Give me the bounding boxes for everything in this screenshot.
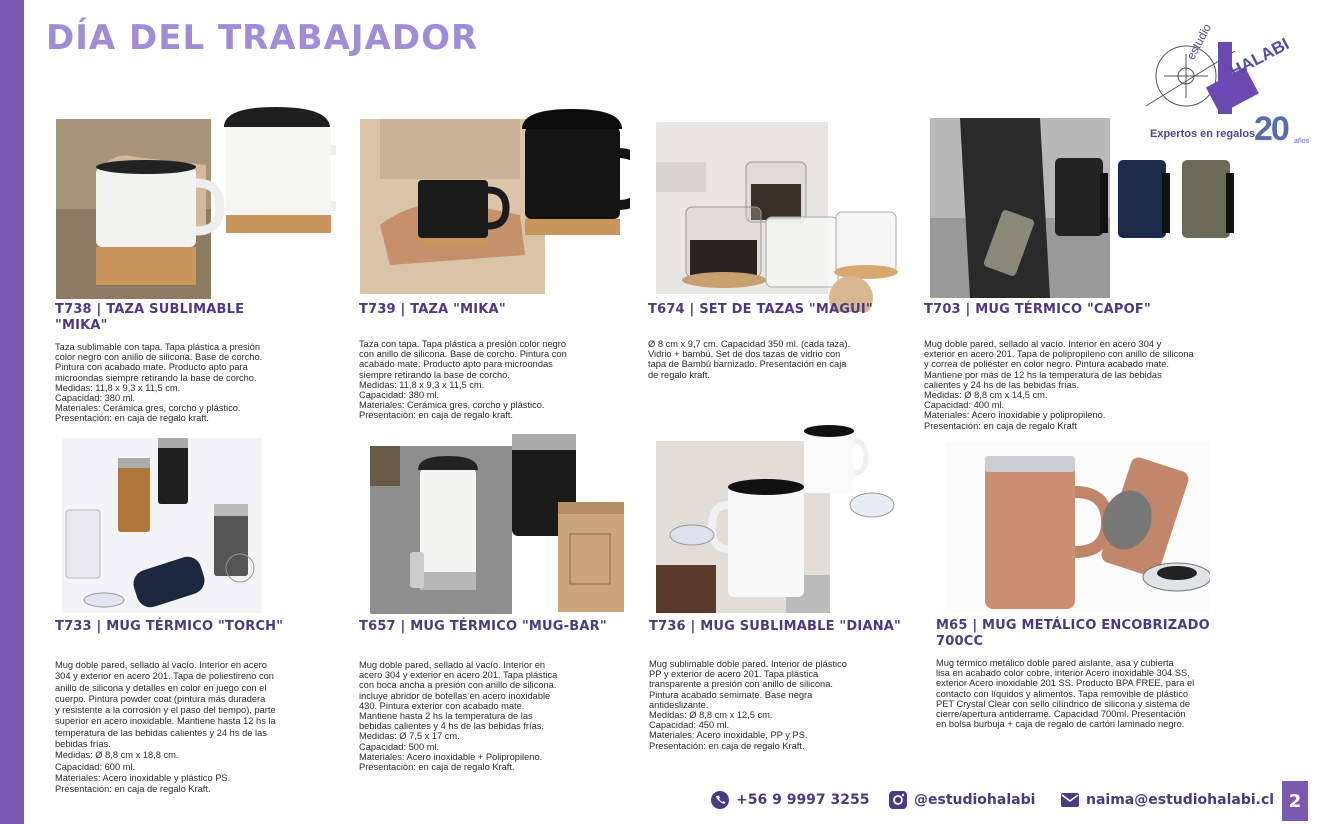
product-name-t657: T657 | MUG TÉRMICO "MUG-BAR": [359, 619, 607, 634]
product-photo-t739: [360, 105, 630, 295]
logo-brand-text: HALABI: [1226, 34, 1293, 82]
product-name-t739: T739 | TAZA "MIKA": [359, 302, 506, 317]
logo-estudio-text: estudio: [1183, 21, 1215, 62]
product-photo-t657: [370, 434, 626, 614]
product-name-t674: T674 | SET DE TAZAS "MAGUI": [648, 302, 873, 317]
product-desc-t738: Taza sublimable con tapa. Tapa plástica a presión color negro con anillo de silicona. Base de corcho. Pintura con acabado mate. Producto apto para microondas siempre retirando la base de corcho. Medidas: 11,8 x 9,3 x 11,5 cm. Capacidad: 380 ml. Materiales: Cerámica gres, corcho y plástico. Presentación: en caja de regalo kraft.: [55, 342, 263, 424]
logo-years: 20: [1254, 110, 1288, 148]
product-desc-t703: Mug doble pared, sellado al vacío. Interior en acero 304 y exterior en acero 201. Tapa de polipropileno con anillo de silicona y correa de poliéster en color negro. Pintura acabado mate. Mantiene por más de 12 hs la temperatura de las bebidas calientes y 24 hs de las bebidas frías. Medidas: Ø 8,8 cm x 14,5 cm. Capacidad: 400 ml. Materiales: Acero inoxidable y polipropileno. Presentación: en caja de regalo Kraft: [924, 339, 1194, 431]
product-photo-t674: [656, 122, 906, 312]
page-title: DÍA DEL TRABAJADOR: [46, 18, 479, 58]
product-name-t733: T733 | MUG TÉRMICO "TORCH": [55, 619, 284, 634]
instagram-text: @estudiohalabi: [914, 792, 1036, 808]
footer-email[interactable]: [1060, 790, 1274, 810]
product-desc-t739: Taza con tapa. Tapa plástica a presión color negro con anillo de silicona. Base de corcho. Pintura con acabado mate. Producto apto para microondas siempre retirando la base de corcho. Medidas: 11,8 x 9,3 x 11,5 cm. Capacidad: 380 ml. Materiales: Cerámica gres, corcho y plástico. Presentación: en caja de regalo kraft.: [359, 339, 567, 421]
page-number: 2: [1282, 781, 1308, 821]
product-name-t736: T736 | MUG SUBLIMABLE "DIANA": [649, 619, 902, 634]
logo-tagline: Expertos en regalos: [1150, 128, 1256, 140]
phone-text: +56 9 9997 3255: [736, 792, 870, 808]
product-desc-t733: Mug doble pared, sellado al vacío. Interior en acero 304 y exterior en acero 201. Tapa de poliestireno con anillo de silicona y detalles en color en juego con el cuerpo. Pintura powder coat (pintura más duradera y resistente a la corrosión y el paso del tiempo), parte superior en acero inoxidable. Mantiene hasta 12 hs la temperatura de las bebidas calientes y 24 hs de las bebidas frías. Medidas: Ø 8,8 cm x 18,8 cm. Capacidad: 600 ml. Materiales: Acero inoxidable y plástico PS. Presentación: en caja de regalo Kraft.: [55, 660, 276, 795]
left-accent-bar: [0, 0, 24, 824]
product-photo-t733: [62, 438, 262, 613]
mail-icon: [1060, 790, 1080, 810]
product-desc-t674: Ø 8 cm x 9,7 cm. Capacidad 350 ml. (cada taza). Vidrio + bambú. Set de dos tazas de vidrio con tapa de Bambú barnizado. Presentación en caja de regalo kraft.: [648, 339, 851, 380]
whatsapp-icon: [710, 790, 730, 810]
product-desc-t657: Mug doble pared, sellado al vacío. Interior en acero 304 y exterior en acero 201. Tapa plástica con boca ancha a presión con anillo de silicona. incluye abridor de botellas en acero inoxidable 430. Pintura exterior con acabado mate. Mantiene hasta 2 hs la temperatura de las bebidas calientes y 4 hs de las bebidas frías. Medidas: Ø 7,5 x 17 cm. Capacidad: 500 ml. Materiales: Acero inoxidable + Polipropileno. Presentación: en caja de regalo Kraft.: [359, 660, 558, 773]
product-desc-t736: Mug sublimable doble pared. Interior de plástico PP y exterior de acero 201. Tapa plástica transparente a presión con anillo de silicona. Pintura acabado semimate. Base negra antideslizante. Medidas: Ø 8,8 cm x 12,5 cm. Capacidad: 450 ml. Materiales: Acero inoxidable, PP y PS. Presentación: en caja de regalo Kraft.: [649, 659, 847, 751]
footer-phone[interactable]: [710, 790, 870, 810]
footer-instagram[interactable]: [888, 790, 1035, 810]
product-name-m65: M65 | MUG METÁLICO ENCOBRIZADO 700CC: [936, 618, 1210, 649]
email-text: naima@estudiohalabi.cl: [1086, 792, 1275, 808]
product-photo-t703: [930, 118, 1240, 298]
product-desc-m65: Mug térmico metálico doble pared aislante, asa y cubierta lisa en acabado color cobre, interior Acero inoxidable 304 SS, exterior Acero inoxidable 201 SS. Producto BPA FREE, para el contacto con líquidos y alimentos. Tapa removible de plástico PET Crystal Clear con sello cilíndrico de silicona y sistema de cierre/apertura antiderrame. Capacidad 700ml. Presentación en bolsa burbuja + caja de regalo de cartón laminado negro.: [936, 658, 1195, 730]
product-name-t738: T738 | TAZA SUBLIMABLE "MIKA": [55, 302, 245, 333]
instagram-icon: [888, 790, 908, 810]
product-photo-t738: [56, 105, 336, 300]
logo-years-suffix: años: [1294, 138, 1310, 145]
product-name-t703: T703 | MUG TÉRMICO "CAPOF": [924, 302, 1151, 317]
product-photo-t736: [656, 425, 901, 615]
product-photo-m65: [945, 442, 1210, 612]
